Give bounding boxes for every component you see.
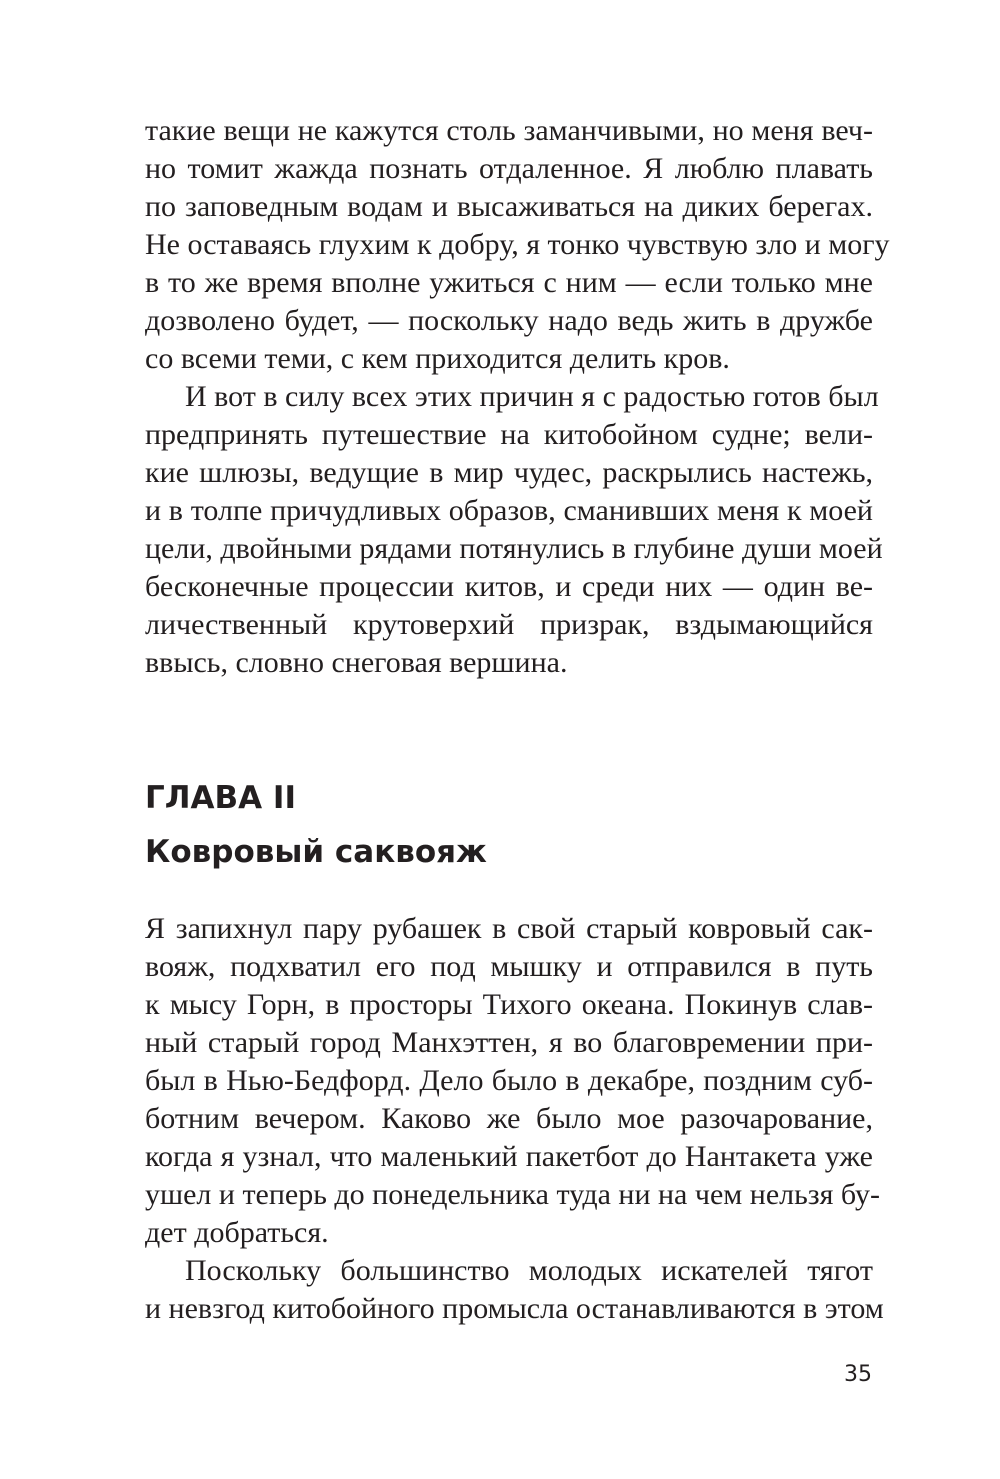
text-line: к мысу Горн, в просторы Тихого океана. Покинув слав- — [145, 988, 873, 1021]
text-line: и в толпе причудливых образов, сманивших меня к моей — [145, 494, 873, 527]
chapter-title: Ковровый саквояж — [145, 834, 487, 870]
text-line: но томит жажда познать отдаленное. Я люблю плавать — [145, 152, 873, 185]
text-line: бесконечные процессии китов, и среди них — один ве- — [145, 570, 873, 603]
text-line: ввысь, словно снеговая вершина. — [145, 646, 568, 679]
text-line: кие шлюзы, ведущие в мир чудес, раскрылись настежь, — [145, 456, 873, 489]
text-line: Не оставаясь глухим к добру, я тонко чувствую зло и могу — [145, 228, 890, 261]
text-line: цели, двойными рядами потянулись в глубине души моей — [145, 532, 883, 565]
text-line: И вот в силу всех этих причин я с радостью готов был — [185, 380, 879, 413]
text-line: в то же время вполне ужиться с ним — если только мне — [145, 266, 873, 299]
text-line: ный старый город Манхэттен, я во благовремении при- — [145, 1026, 873, 1059]
text-line: предпринять путешествие на китобойном судне; вели- — [145, 418, 873, 451]
text-line: такие вещи не кажутся столь заманчивыми, но меня веч- — [145, 114, 873, 147]
text-line: был в Нью-Бедфорд. Дело было в декабре, поздним суб- — [145, 1064, 873, 1097]
text-line: дет добраться. — [145, 1216, 329, 1249]
text-line: по заповедным водам и высаживаться на диких берегах. — [145, 190, 873, 223]
page-number: 35 — [844, 1362, 872, 1387]
text-line: ушел и теперь до понедельника туда ни на чем нельзя бу- — [145, 1178, 881, 1211]
text-line: ботним вечером. Каково же было мое разочарование, — [145, 1102, 873, 1135]
text-line: и невзгод китобойного промысла останавливаются в этом — [145, 1292, 884, 1325]
chapter-label: ГЛАВА II — [145, 780, 296, 816]
text-line: личественный крутоверхий призрак, вздымающийся — [145, 608, 873, 641]
text-line: со всеми теми, с кем приходится делить кров. — [145, 342, 730, 375]
text-line: Я запихнул пару рубашек в свой старый ковровый сак- — [145, 912, 873, 945]
text-line: Поскольку большинство молодых искателей тягот — [185, 1254, 873, 1287]
text-line: когда я узнал, что маленький пакетбот до Нантакета уже — [145, 1140, 873, 1173]
text-line: дозволено будет, — поскольку надо ведь жить в дружбе — [145, 304, 873, 337]
text-line: вояж, подхватил его под мышку и отправился в путь — [145, 950, 873, 983]
